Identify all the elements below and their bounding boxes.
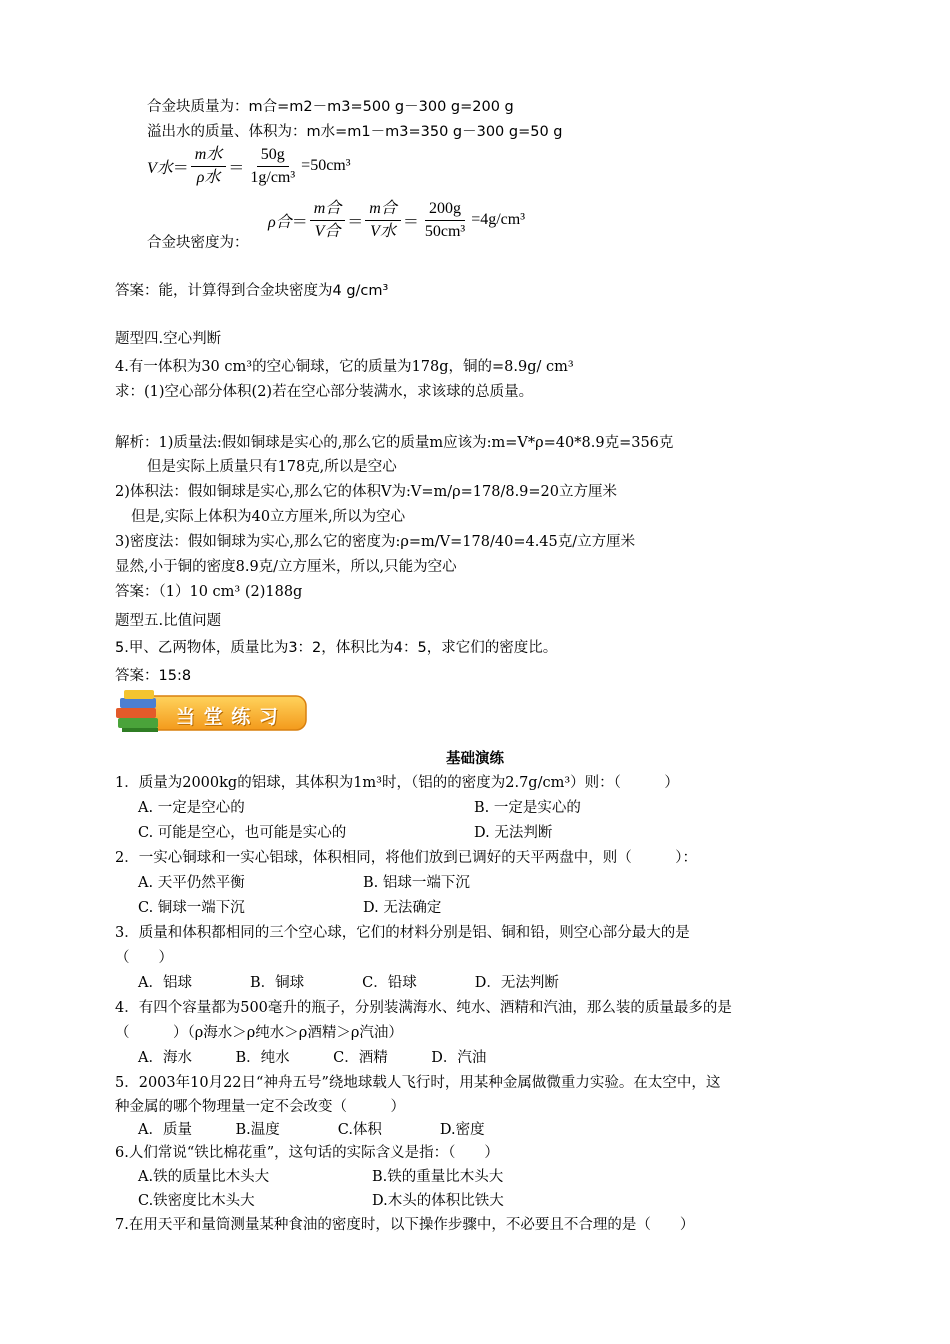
fraction-numerator: 200g <box>425 200 465 221</box>
solution-line-5: 3)密度法：假如铜球为实心,那么它的密度为:ρ=m/V=178/40=4.45克/立方厘米 <box>115 534 636 550</box>
formula-result: =50cm³ <box>301 157 351 174</box>
question-4-answer: 答案：（1）10 cm³ (2)188g <box>115 584 303 600</box>
formula-lhs: ρ合 <box>268 213 292 231</box>
fraction-denominator: 1g/cm³ <box>250 168 296 186</box>
section-heading-type4: 题型四.空心判断 <box>115 331 222 347</box>
formula-lhs: V水 <box>147 159 173 177</box>
option-b: B. 铝球一端下沉 <box>363 875 470 891</box>
alloy-mass-line: 合金块质量为：m合=m2－m3=500 g－300 g=200 g <box>147 99 514 115</box>
fraction-numerator: m水 <box>191 146 227 167</box>
solution-line-2: 但是实际上质量只有178克,所以是空心 <box>147 459 397 475</box>
solution-line-1: 解析：1)质量法:假如铜球是实心的,那么它的质量m应该为:m=V*ρ=40*8.9克=356克 <box>115 435 674 451</box>
practice-q3: 3．质量和体积都相同的三个空心球，它们的材料分别是铝、铜和铅，则空心部分最大的是 <box>115 925 690 941</box>
solution-line-4: 但是,实际上体积为40立方厘米,所以为空心 <box>131 509 406 525</box>
solution-line-3: 2)体积法：假如铜球是实心,那么它的体积V为:V=m/ρ=178/8.9=20立方厘米 <box>115 484 617 500</box>
option-a: A. 天平仍然平衡 <box>138 875 245 891</box>
option-b: B. 一定是实心的 <box>474 800 581 816</box>
practice-title: 基础演练 <box>446 750 504 767</box>
option-d: D. 无法确定 <box>363 900 442 916</box>
practice-q5: 5．2003年10月22日“神舟五号”绕地球载人飞行时，用某种金属做微重力实验。在太空中，这 <box>115 1075 721 1091</box>
practice-q4-bracket: （ ）（ρ海水＞ρ纯水＞ρ酒精＞ρ汽油） <box>115 1025 403 1041</box>
question-4: 4.有一体积为30 cm³的空心铜球，它的质量为178g，铜的=8.9g/ cm³ <box>115 359 574 375</box>
fraction <box>310 200 346 241</box>
question-5-answer: 答案：15:8 <box>115 668 192 684</box>
banner-text: 当 堂 练 习 <box>176 706 279 728</box>
fraction-denominator: V合 <box>314 222 341 240</box>
option-c: C. 铜球一端下沉 <box>138 900 245 916</box>
option-d: D.木头的体积比铁大 <box>372 1193 504 1209</box>
fraction-numerator: m合 <box>310 200 346 221</box>
option-c: C.铁密度比木头大 <box>138 1193 255 1209</box>
practice-banner <box>114 688 310 736</box>
option-a: A.铁的质量比木头大 <box>138 1169 270 1185</box>
practice-q5-options: A．质量 B.温度 C.体积 D.密度 <box>138 1122 485 1138</box>
practice-q4-options: A．海水 B．纯水 C．酒精 D．汽油 <box>138 1050 487 1066</box>
fraction <box>421 200 469 241</box>
question-5: 5.甲、乙两物体，质量比为3：2，体积比为4：5，求它们的密度比。 <box>115 640 558 656</box>
option-a: A. 一定是空心的 <box>138 800 245 816</box>
practice-q6: 6.人们常说“铁比棉花重”，这句话的实际含义是指：（ ） <box>115 1145 499 1161</box>
practice-q7: 7.在用天平和量筒测量某种食油的密度时，以下操作步骤中，不必要且不合理的是（ ） <box>115 1217 695 1233</box>
water-mass-line: 溢出水的质量、体积为：m水=m1－m3=350 g－300 g=50 g <box>147 124 563 140</box>
option-b: B.铁的重量比木头大 <box>372 1169 504 1185</box>
practice-q4: 4．有四个容量都为500毫升的瓶子，分别装满海水、纯水、酒精和汽油，那么装的质量最多的是 <box>115 1000 732 1016</box>
water-volume-formula: V水 ＝ $\frac{\text{m水}}{\text{ρ水}}$ ＝ $\frac{50g}{\text{1g/cm³}}$ =50cm³ <box>147 145 351 186</box>
fraction <box>246 146 299 187</box>
option-c: C. 可能是空心，也可能是实心的 <box>138 825 347 841</box>
solution-line-6: 显然,小于铜的密度8.9克/立方厘米，所以,只能为空心 <box>115 559 457 575</box>
practice-q5-line2: 种金属的哪个物理量一定不会改变（ ） <box>115 1099 405 1115</box>
fraction-numerator: 50g <box>257 146 289 167</box>
practice-q3-bracket: （ ） <box>115 950 173 966</box>
fraction <box>365 200 401 241</box>
fraction-denominator: V水 <box>370 222 396 240</box>
option-d: D. 无法判断 <box>474 825 553 841</box>
alloy-answer: 答案：能，计算得到合金块密度为4 g/cm³ <box>115 283 389 299</box>
fraction <box>191 146 227 187</box>
alloy-density-label: 合金块密度为： <box>147 235 249 251</box>
alloy-density-formula: ρ合 ＝ $\frac{\text{m合}}{\text{V合}}$ ＝ $\frac{\text{m合}}{\text{V水}}$ ＝ $\frac{200g}{\text{50cm³}}$ =4g/cm³ <box>268 199 526 240</box>
practice-q2: 2．一实心铜球和一实心铝球，体积相同，将他们放到已调好的天平两盘中，则（ ）： <box>115 850 697 866</box>
fraction-denominator: ρ水 <box>196 168 221 186</box>
fraction-numerator: m合 <box>365 200 401 221</box>
practice-q3-options: A．铝球 B．铜球 C．铅球 D．无法判断 <box>138 975 559 991</box>
question-4-ask: 求：(1)空心部分体积(2)若在空心部分装满水，求该球的总质量。 <box>115 384 534 400</box>
section-heading-type5: 题型五.比值问题 <box>115 613 222 629</box>
fraction-denominator: 50cm³ <box>424 222 466 240</box>
formula-result: =4g/cm³ <box>471 211 526 228</box>
practice-q1: 1．质量为2000kg的铝球，其体积为1m³时，（铝的的密度为2.7g/cm³）则：（ ） <box>115 775 679 791</box>
